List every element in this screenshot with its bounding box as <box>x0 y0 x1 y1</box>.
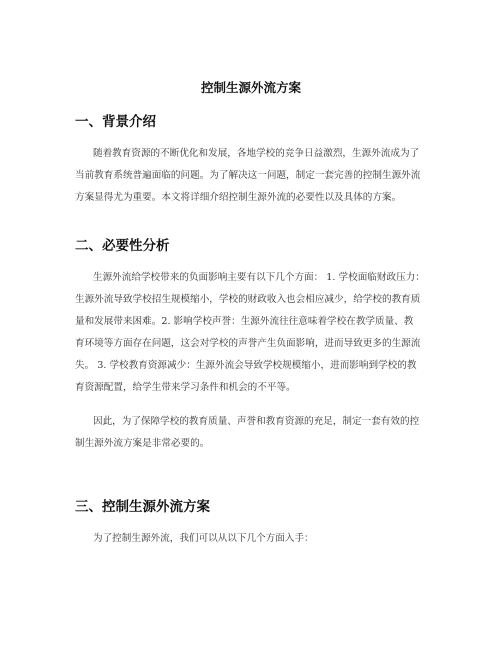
paragraph-line: 育资源配置，给学生带来学习条件和机会的不平等。 <box>75 382 296 393</box>
paragraph-line: 方案显得尤为重要。本文将详细介绍控制生源外流的必要性以及具体的方案。 <box>75 192 402 203</box>
paragraph-line: 失。 3. 学校教育资源减少：生源外流会导致学校规模缩小，进而影响到学校的教 <box>75 360 417 371</box>
section-heading-background: 一、背景介绍 <box>75 114 156 130</box>
section-heading-necessity: 二、必要性分析 <box>75 238 170 254</box>
paragraph-line: 因此，为了保障学校的教育质量、声誉和教育资源的充足，制定一套有效的控 <box>93 416 420 427</box>
paragraph-line: 生源外流给学校带来的负面影响主要有以下几个方面： 1. 学校面临财政压力： <box>93 272 425 283</box>
paragraph-line: 随着教育资源的不断优化和发展，各地学校的竞争日益激烈，生源外流成为了 <box>93 148 420 159</box>
paragraph-line: 当前教育系统普遍面临的问题。为了解决这一问题，制定一套完善的控制生源外流 <box>75 170 421 181</box>
paragraph-line: 制生源外流方案是非常必要的。 <box>75 438 210 449</box>
paragraph-line: 生源外流导致学校招生规模缩小，学校的财政收入也会相应减少，给学校的教育质 <box>75 294 421 305</box>
document-title: 控制生源外流方案 <box>200 80 301 95</box>
section-heading-plan: 三、控制生源外流方案 <box>75 499 210 515</box>
paragraph-line: 育环境等方面存在问题，这会对学校的声誉产生负面影响，进而导致更多的生源流 <box>75 338 421 349</box>
paragraph-line: 为了控制生源外流，我们可以从以下几个方面入手： <box>93 533 314 544</box>
paragraph-line: 量和发展带来困难。2. 影响学校声誉：生源外流往往意味着学校在教学质量、教 <box>75 316 414 327</box>
